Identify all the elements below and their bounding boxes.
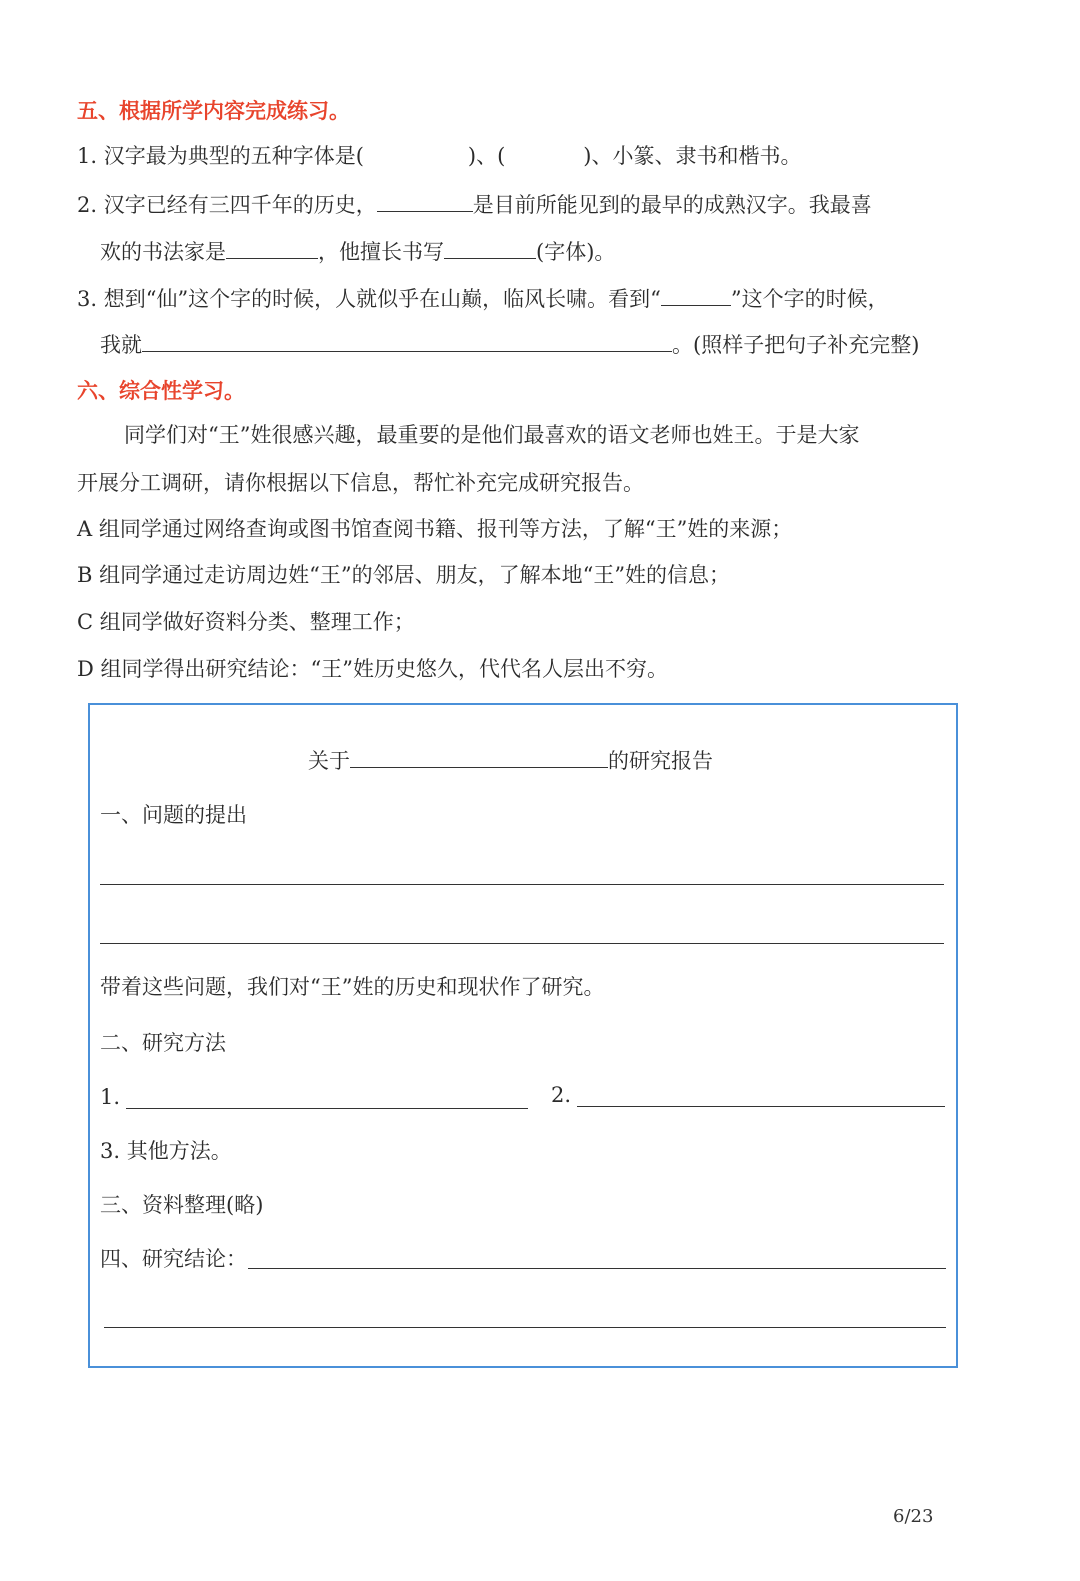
report-title-suffix: 的研究报告 bbox=[608, 749, 713, 773]
group-a-text: A 组同学通过网络查询或图书馆查阅书籍、报刊等方法，了解“王”姓的来源； bbox=[77, 517, 793, 541]
q2-line1-prefix: 2. 汉字已经有三四千年的历史， bbox=[77, 193, 377, 217]
question-3-line-1 bbox=[77, 283, 889, 313]
question-3-line-2 bbox=[100, 329, 919, 359]
method-1-label: 1. bbox=[100, 1085, 121, 1109]
part-1-answer-line-1[interactable] bbox=[100, 884, 944, 885]
q3-line1-suffix: ”这个字的时候， bbox=[730, 287, 889, 311]
report-title-blank[interactable] bbox=[350, 745, 608, 768]
part-1-answer-line-2[interactable] bbox=[100, 943, 944, 944]
q2-line1-suffix: 是目前所能见到的最早的成熟汉字。我最喜 bbox=[472, 193, 872, 217]
question-2-line-2 bbox=[100, 236, 615, 266]
section-5-title: 五、根据所学内容完成练习。 bbox=[77, 99, 350, 123]
q2-blank-script-style[interactable] bbox=[444, 236, 536, 259]
section-6-intro-line-1: 同学们对“王”姓很感兴趣，最重要的是他们最喜欢的语文老师也姓王。于是大家 bbox=[124, 423, 860, 447]
section-6-intro-line-2: 开展分工调研，请你根据以下信息，帮忙补充完成研究报告。 bbox=[77, 471, 644, 495]
report-part-3-heading: 三、资料整理(略) bbox=[100, 1193, 264, 1217]
q3-line2-prefix: 我就 bbox=[100, 333, 142, 357]
q3-blank-character[interactable] bbox=[661, 283, 731, 306]
q3-line2-suffix: 。(照样子把句子补充完整) bbox=[672, 333, 920, 357]
q3-line1-prefix: 3. 想到“仙”这个字的时候，人就似乎在山巅，临风长啸。看到“ bbox=[77, 287, 661, 311]
q1-suffix: )、小篆、隶书和楷书。 bbox=[583, 144, 802, 168]
group-d-text: D 组同学得出研究结论：“王”姓历史悠久，代代名人层出不穷。 bbox=[77, 657, 668, 681]
report-part-2-heading: 二、研究方法 bbox=[100, 1031, 226, 1055]
page-number: 6/23 bbox=[893, 1506, 934, 1527]
method-1-answer-line[interactable] bbox=[126, 1108, 528, 1109]
q1-mid: )、( bbox=[467, 144, 506, 168]
q1-prefix: 1. 汉字最为典型的五种字体是( bbox=[77, 144, 364, 168]
report-part-1-note: 带着这些问题，我们对“王”姓的历史和现状作了研究。 bbox=[100, 975, 605, 999]
conclusion-answer-line-1[interactable] bbox=[248, 1268, 946, 1269]
q2-line2-suffix: (字体)。 bbox=[536, 240, 616, 264]
report-part-4-heading: 四、研究结论： bbox=[100, 1247, 247, 1271]
conclusion-answer-line-2[interactable] bbox=[104, 1327, 946, 1328]
q2-blank-earliest-script[interactable] bbox=[377, 189, 473, 212]
method-2-label: 2. bbox=[551, 1083, 572, 1107]
report-title-prefix: 关于 bbox=[308, 749, 350, 773]
report-part-1-heading: 一、问题的提出 bbox=[100, 803, 247, 827]
section-6-title: 六、综合性学习。 bbox=[77, 379, 245, 403]
method-2-answer-line[interactable] bbox=[577, 1106, 945, 1107]
question-2-line-1 bbox=[77, 189, 872, 219]
report-title bbox=[308, 745, 713, 775]
group-c-text: C 组同学做好资料分类、整理工作； bbox=[77, 610, 415, 634]
q3-blank-sentence[interactable] bbox=[142, 329, 672, 352]
question-1 bbox=[77, 142, 802, 170]
q2-line2-mid: ，他擅长书写 bbox=[318, 240, 444, 264]
q2-line2-prefix: 欢的书法家是 bbox=[100, 240, 226, 264]
q2-blank-calligrapher[interactable] bbox=[226, 236, 318, 259]
method-3-text: 3. 其他方法。 bbox=[100, 1139, 232, 1163]
group-b-text: B 组同学通过走访周边姓“王”的邻居、朋友，了解本地“王”姓的信息； bbox=[77, 563, 731, 587]
